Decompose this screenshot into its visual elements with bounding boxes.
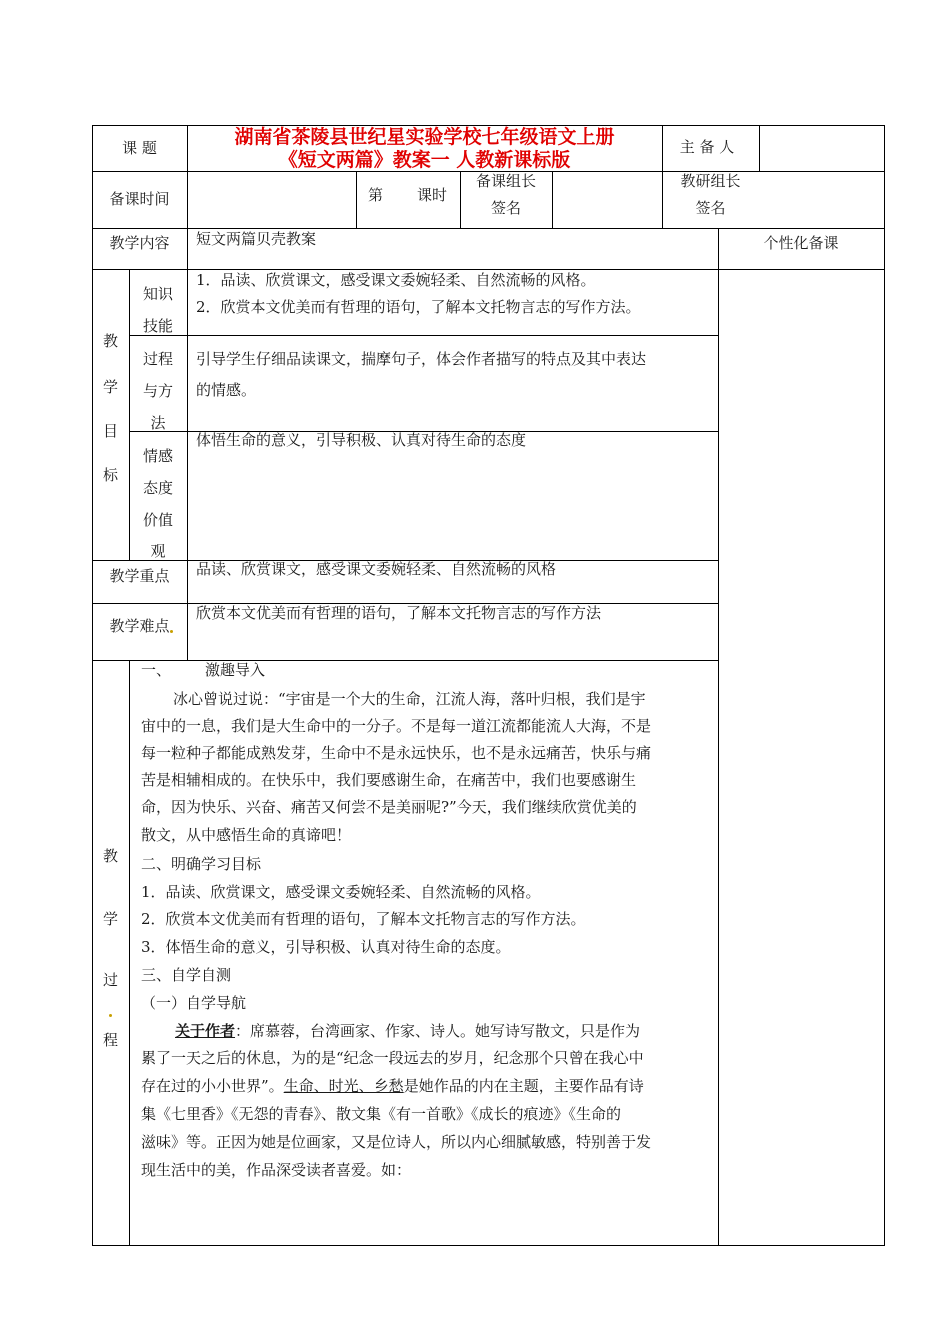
topic-label: 课 题: [122, 139, 157, 157]
dot-mark: [109, 1014, 112, 1017]
group-leader-label: 备课组长: [475, 172, 536, 190]
document-title-line2: 《短文两篇》教案一 人教新课标版: [278, 149, 571, 171]
section3-heading: 三、自学自测: [141, 966, 232, 984]
research-leader-sign: 签名: [695, 199, 726, 217]
prep-time-label: 备课时间: [109, 190, 170, 208]
section3-subheading: （一）自学导航: [141, 994, 247, 1012]
emotion-values-text: 体悟生命的意义，引导积极、认真对待生命的态度: [196, 431, 527, 449]
section2-heading: 二、明确学习目标: [141, 855, 262, 873]
page: 课 题 湖南省茶陵县世纪星实验学校七年级语文上册 《短文两篇》教案一 人教新课标版 主 备 人 备课时间 第 课时 备课组长 签名 教研组长 签名 教学内容 短文两篇贝壳教案 个性化备课 教 学 目 标 知识 技能 1．品读、欣赏课文，感受课文委婉轻柔、自然流畅的风格。 2．欣赏本文优美而有哲理的语句，了解本文托物言志的写作方法。 过程 与方 法 引导学生仔细品读课文，揣摩句子，体会作者描写的特点及其中表达 的情感。 情感 态度 价值 观 体悟生命的意义，引导积极、认真对待生命的态度 教学重点 品读、欣赏课文，感受课文委婉轻柔、自然流畅的风格 教学难点 欣赏本文优美而有哲理的语句，了解本文托物言志的写作方法 教 学 过 程 一、 激趣导入 冰心曾说过说：“宇宙是一个大的生命，江流人海，落叶归根，我们是宇 宙中的一息，我们是大生命中的一分子。不是每一道江流都能流人大海，不是 每一粒种子都能成熟发芽，生命中不是永远快乐，也不是永远痛苦，快乐与痛 苦是相辅相成的。在快乐中，我们要感谢生命，在痛苦中，我们也要感谢生 命，因为快乐、兴奋、痛苦又何尝不是美丽呢?”今天，我们继续欣赏优美的 散文，从中感悟生命的真谛吧！ 二、明确学习目标 1．品读、欣赏课文，感受课文委婉轻柔、自然流畅的风格。 2．欣赏本文优美而有哲理的语句，了解本文托物言志的写作方法。 3．体悟生命的意义，引导积极、认真对待生命的态度。 三、自学自测 （一）自学导航 关于作者：席慕蓉，台湾画家、作家、诗人。她写诗写散文，只是作为 累了一天之后的休息，为的是“纪念一段远去的岁月，纪念那个只曾在我心中 存在过的小小世界”。生命、时光、乡愁是她作品的内在主题，主要作品有诗 集《七里香》《无怨的青春》、散文集《有一首歌》《成长的痕迹》《生命的 滋味》等。正因为她是位画家，又是位诗人，所以内心细腻敏感，特别善于发 现生活中的美，作品深受读者喜爱。如：: [0, 0, 950, 1344]
knowledge-item-1: 1．品读、欣赏课文，感受课文委婉轻柔、自然流畅的风格。: [196, 271, 596, 289]
lesson-label-suffix: 课时: [417, 186, 448, 204]
key-point-label: 教学重点: [109, 567, 170, 585]
research-leader-label: 教研组长: [680, 172, 741, 190]
section2-item-3: 3．体悟生命的意义，引导积极、认真对待生命的态度。: [141, 938, 511, 956]
key-point-value: 品读、欣赏课文，感受课文委婉轻柔、自然流畅的风格: [196, 560, 557, 578]
section1-heading: 激趣导入: [205, 661, 266, 679]
section1-number: 一、: [141, 661, 172, 679]
knowledge-item-2: 2．欣赏本文优美而有哲理的语句，了解本文托物言志的写作方法。: [196, 298, 641, 316]
group-leader-sign: 签名: [490, 199, 521, 217]
document-title-line1: 湖南省茶陵县世纪星实验学校七年级语文上册: [234, 126, 615, 148]
difficulty-value: 欣赏本文优美而有哲理的语句，了解本文托物言志的写作方法: [196, 604, 602, 622]
dot-mark: [170, 630, 173, 633]
section2-item-2: 2．欣赏本文优美而有哲理的语句，了解本文托物言志的写作方法。: [141, 910, 586, 928]
process-method-text-2: 的情感。: [196, 381, 257, 399]
section2-item-1: 1．品读、欣赏课文，感受课文委婉轻柔、自然流畅的风格。: [141, 883, 541, 901]
lesson-label-prefix: 第: [368, 186, 384, 204]
teaching-content-value: 短文两篇贝壳教案: [196, 230, 317, 248]
author-label: 关于作者: [175, 1022, 236, 1040]
process-method-text-1: 引导学生仔细品读课文，揣摩句子，体会作者描写的特点及其中表达: [196, 350, 647, 368]
teaching-content-label: 教学内容: [109, 234, 170, 252]
author-themes: 生命、时光、乡愁: [283, 1077, 404, 1095]
main-preparer-label: 主 备 人: [679, 138, 735, 156]
difficulty-label: 教学难点: [109, 617, 170, 635]
personal-prep-label: 个性化备课: [763, 234, 839, 252]
